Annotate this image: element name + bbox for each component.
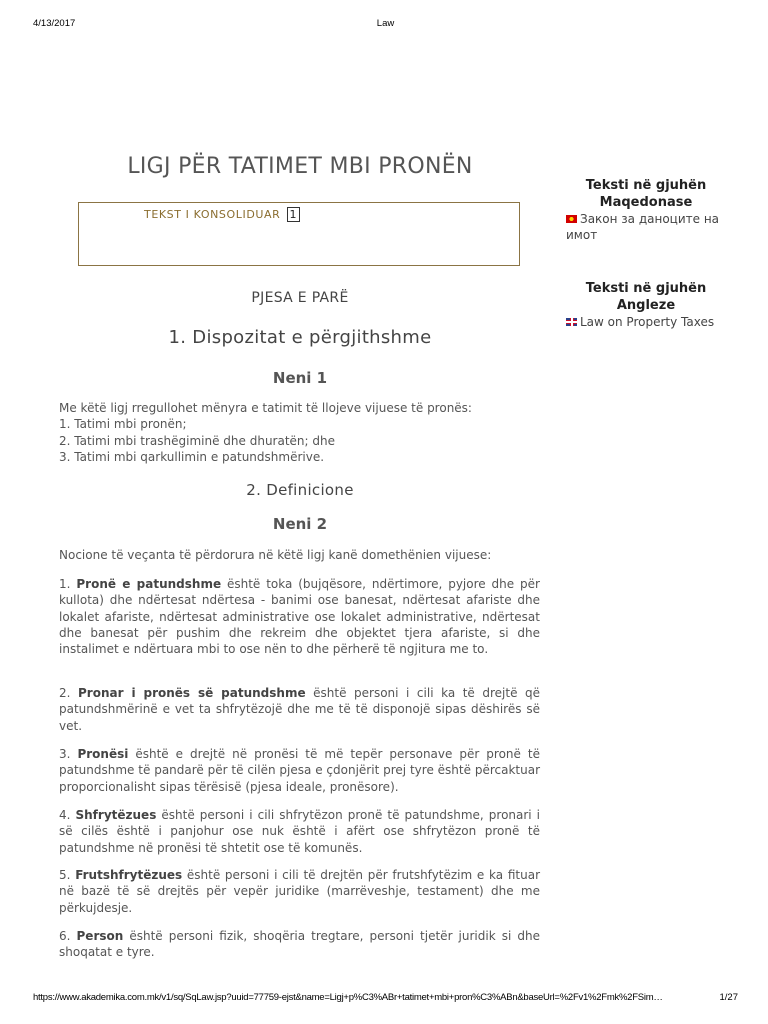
macedonia-flag-icon: [566, 215, 577, 223]
page-number: 1/27: [719, 992, 738, 1003]
definition-item: [59, 576, 540, 657]
document-title: LIGJ PËR TATIMET MBI PRONËN: [127, 154, 473, 179]
definition-number: 2.: [59, 686, 71, 700]
macedonian-text-link[interactable]: [566, 211, 726, 243]
consolidated-text-label: [144, 207, 300, 222]
definition-number: 4.: [59, 808, 71, 822]
article-2-intro: Nocione të veçanta të përdorura në këtë ligj kanë domethënien vijuese:: [59, 548, 492, 562]
definition-text: është personi fizik, shoqëria tregtare, personi tjetër juridik si dhe shoqatat e tyre.: [59, 929, 540, 960]
print-footer: [33, 992, 738, 1006]
macedonian-link-label: Закон за даноците на имот: [566, 212, 720, 242]
article-1-line: 2. Tatimi mbi trashëgiminë dhe dhuratën; dhe: [59, 433, 335, 448]
part-heading: PJESA E PARË: [251, 290, 349, 306]
definition-item: [59, 807, 540, 856]
consolidated-footnote-link[interactable]: 1: [287, 207, 301, 222]
definition-number: 1.: [59, 577, 71, 591]
consolidated-label: TEKST I KONSOLIDUAR: [144, 208, 281, 221]
article-1-heading: Neni 1: [272, 369, 328, 387]
definition-text: është personi i cili shfrytëzon pronë të patundshme, pronari i së cilës është i panjohur ose nuk është i afërt ose shfrytëzon pronë të patundshme në pronësi të shtetit ose të komunës.: [59, 808, 540, 855]
definition-term: Pronësi: [77, 747, 129, 761]
section-heading-general-provisions: 1. Dispozitat e përgjithshme: [168, 327, 432, 348]
definition-term: Frutshfrytëzues: [75, 868, 183, 882]
article-2-heading: Neni 2: [272, 515, 328, 533]
definition-item: [59, 867, 540, 916]
print-url: https://www.akademika.com.mk/v1/sq/SqLaw.jsp?uuid=77759-ejst&name=Ligj+p%C3%ABr+tatimet+mbi+pron%C3%ABn&baseUrl=%2Fv1%2Fmk%2FSim…: [33, 992, 663, 1003]
sidebar-title-english: Teksti në gjuhën Angleze: [585, 281, 707, 313]
article-1-body: [59, 400, 540, 465]
definition-item: [59, 685, 540, 734]
definition-term: Person: [76, 929, 124, 943]
definition-number: 6.: [59, 929, 71, 943]
definition-term: Pronë e patundshme: [76, 577, 222, 591]
english-text-link[interactable]: [566, 314, 726, 330]
uk-flag-icon: [566, 318, 577, 326]
article-1-line: 1. Tatimi mbi pronën;: [59, 417, 187, 432]
definition-term: Pronar i pronës së patundshme: [78, 686, 306, 700]
article-1-line: 3. Tatimi mbi qarkullimin e patundshmërive.: [59, 449, 325, 464]
definition-item: [59, 928, 540, 961]
sidebar-english: [566, 280, 726, 330]
definition-text: është personi i cili të drejtën për frutshfytëzim e ka fituar në bazë të së drejtës për vepër juridike (marrëveshje, testament) dhe me përkujdesje.: [59, 868, 540, 915]
definition-number: 5.: [59, 868, 71, 882]
definition-number: 3.: [59, 747, 71, 761]
definition-text: është toka (bujqësore, ndërtimore, pyjore dhe për kullota) dhe ndërtesat ndërtesa - banimi ose banesat, ndërtesat afariste dhe lokalet afariste, ndërtesat administrative ose lokalet administrative, ndërtesat dhe banesat për pushim dhe rekreim dhe objektet tjera afariste, si dhe instalimet e ndërtuara mbi to ose nën to dhe përherë të ngjitura me to.: [59, 577, 540, 657]
print-date: 4/13/2017: [33, 18, 76, 29]
definition-text: është e drejtë në pronësi të më tepër personave për pronë të patundshme të pandarë për të cilën pjesa e çdonjërit prej tyre është përcaktuar proporcionalisht sipas tërësisë (pjesa ideale, pronësore).: [59, 747, 540, 794]
article-1-line: Me këtë ligj rregullohet mënyra e tatimit të llojeve vijuese të pronës:: [59, 401, 472, 415]
print-header: [33, 18, 738, 32]
consolidated-text-box: [78, 202, 520, 266]
definition-text: është personi i cili ka të drejtë që patundshmërinë e vet ta shfrytëzojë dhe me të të disponojë sipas dëshirës së vet.: [59, 686, 541, 733]
print-title: Law: [376, 18, 395, 29]
sidebar-macedonian: [566, 177, 726, 243]
definition-term: Shfrytëzues: [75, 808, 157, 822]
sidebar-title-macedonian: Teksti në gjuhën Maqedonase: [585, 178, 707, 210]
definition-item: [59, 746, 540, 795]
section-heading-definitions: 2. Definicione: [246, 481, 354, 499]
english-link-label: Law on Property Taxes: [580, 315, 715, 329]
